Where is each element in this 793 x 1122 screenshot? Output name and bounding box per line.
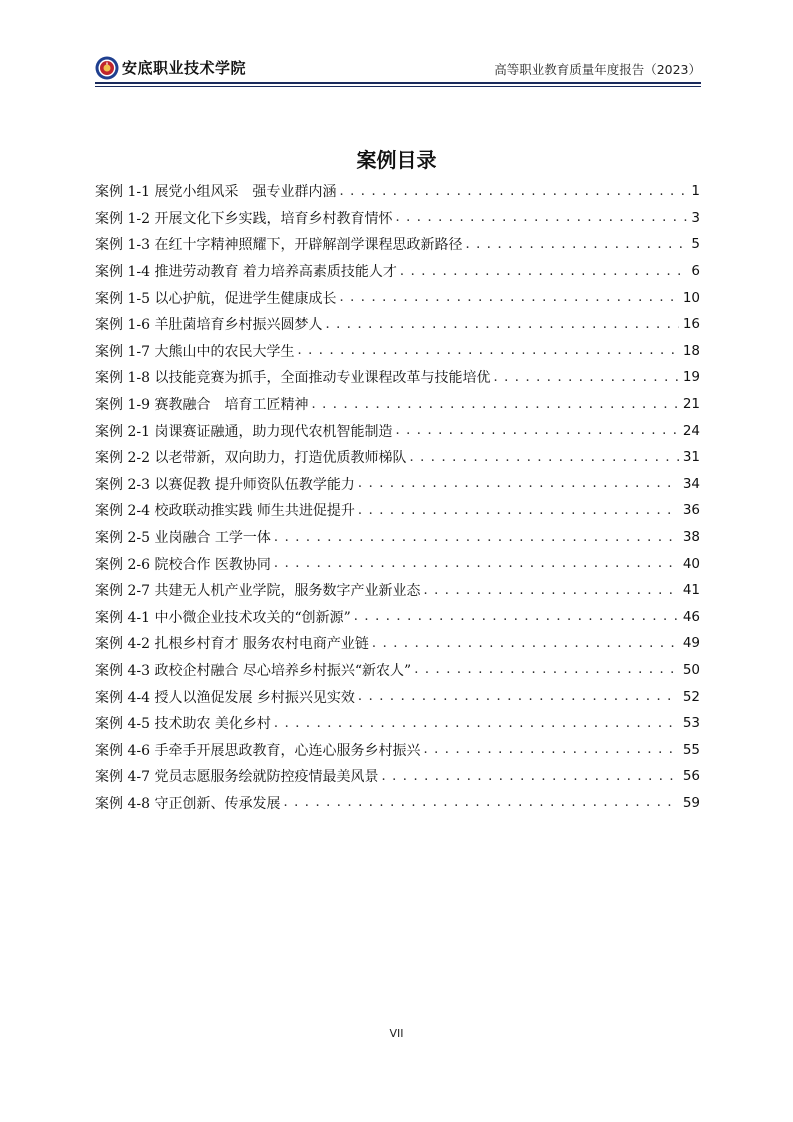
toc-leader-dots: [339, 184, 687, 199]
toc-entry-page: 40: [682, 555, 700, 572]
toc-entry-label: 案例 4-8 守正创新、传承发展: [95, 795, 281, 812]
toc-entry[interactable]: [95, 790, 700, 817]
toc-entry[interactable]: [95, 178, 700, 205]
toc-entry-page: 34: [682, 475, 700, 492]
toc-entry-page: 24: [682, 422, 700, 439]
toc-entry-label: 案例 4-4 授人以渔促发展 乡村振兴见实效: [95, 689, 355, 706]
toc-entry[interactable]: [95, 417, 700, 444]
toc-entry-page: 31: [682, 449, 700, 466]
toc-leader-dots: [283, 795, 678, 810]
toc-entry[interactable]: [95, 391, 700, 418]
toc-entry[interactable]: [95, 710, 700, 737]
toc-entry-label: 案例 2-1 岗课赛证融通，助力现代农机智能制造: [95, 423, 393, 440]
toc-leader-dots: [414, 662, 679, 677]
toc-entry[interactable]: [95, 471, 700, 498]
toc-leader-dots: [400, 264, 688, 279]
toc-leader-dots: [274, 530, 679, 545]
toc-entry[interactable]: [95, 736, 700, 763]
toc-entry[interactable]: [95, 683, 700, 710]
toc-entry-label: 案例 2-6 院校合作 医教协同: [95, 556, 271, 573]
toc-leader-dots: [358, 476, 679, 491]
toc-leader-dots: [354, 609, 679, 624]
toc-entry-page: 55: [682, 741, 700, 758]
toc-entry[interactable]: [95, 763, 700, 790]
toc-entry[interactable]: [95, 577, 700, 604]
toc-entry[interactable]: [95, 630, 700, 657]
header-rule-thin: [95, 86, 701, 87]
toc-entry-page: 16: [682, 316, 700, 333]
toc-title: 案例目录: [356, 148, 437, 172]
toc-leader-dots: [358, 689, 679, 704]
toc-entry-page: 6: [691, 263, 700, 280]
school-name: 安底职业技术学院: [122, 59, 247, 77]
toc-entry-page: 52: [682, 688, 700, 705]
toc-leader-dots: [423, 742, 678, 757]
toc-entry[interactable]: [95, 364, 700, 391]
toc-entry-page: 5: [691, 236, 700, 253]
toc-leader-dots: [423, 583, 678, 598]
toc-leader-dots: [493, 370, 678, 385]
toc-entry-label: 案例 1-8 以技能竞赛为抓手，全面推动专业课程改革与技能培优: [95, 370, 491, 387]
toc-leader-dots: [395, 210, 687, 225]
toc-entry-page: 49: [682, 635, 700, 652]
toc-entry-page: 50: [682, 661, 700, 678]
toc-entry[interactable]: [95, 311, 700, 338]
toc-entry-label: 案例 1-2 开展文化下乡实践，培育乡村教育情怀: [95, 210, 393, 227]
toc-leader-dots: [372, 636, 679, 651]
toc-entry-page: 53: [682, 715, 700, 732]
toc-entry[interactable]: [95, 444, 700, 471]
toc-entry-label: 案例 4-2 扎根乡村育才 服务农村电商产业链: [95, 636, 369, 653]
toc-entry[interactable]: [95, 550, 700, 577]
toc-leader-dots: [381, 769, 678, 784]
toc-entry-page: 38: [682, 529, 700, 546]
toc-entry[interactable]: [95, 205, 700, 232]
toc-entry-page: 59: [682, 794, 700, 811]
page-number: VII: [389, 1027, 404, 1040]
toc-entry[interactable]: [95, 657, 700, 684]
school-emblem-icon: [95, 56, 119, 80]
toc-leader-dots: [325, 317, 678, 332]
toc-entry[interactable]: [95, 258, 700, 285]
toc-leader-dots: [311, 397, 678, 412]
toc-leader-dots: [274, 716, 679, 731]
toc-entry-label: 案例 4-3 政校企村融合 尽心培养乡村振兴“新农人”: [95, 662, 412, 679]
toc-entry-label: 案例 1-1 展党小组风采 强专业群内涵: [95, 184, 337, 201]
toc-entry-label: 案例 1-7 大熊山中的农民大学生: [95, 343, 295, 360]
toc-entry-page: 56: [682, 768, 700, 785]
toc-entry-page: 18: [682, 342, 700, 359]
toc-leader-dots: [339, 290, 678, 305]
toc-entry-label: 案例 2-2 以老带新，双向助力，打造优质教师梯队: [95, 450, 407, 467]
toc-entry-label: 案例 1-4 推进劳动教育 着力培养高素质技能人才: [95, 264, 397, 281]
page-header: [95, 52, 701, 84]
toc-leader-dots: [274, 556, 679, 571]
toc-entry[interactable]: [95, 604, 700, 631]
toc-entry[interactable]: [95, 524, 700, 551]
toc-leader-dots: [297, 343, 678, 358]
toc-entry-label: 案例 2-4 校政联动推实践 师生共进促提升: [95, 503, 355, 520]
toc-entry[interactable]: [95, 338, 700, 365]
toc-entry-label: 案例 1-6 羊肚菌培育乡村振兴圆梦人: [95, 317, 323, 334]
table-of-contents: [95, 178, 700, 816]
toc-entry-label: 案例 4-7 党员志愿服务绘就防控疫情最美风景: [95, 769, 379, 786]
toc-entry[interactable]: [95, 497, 700, 524]
toc-entry[interactable]: [95, 284, 700, 311]
toc-leader-dots: [465, 237, 687, 252]
toc-entry-label: 案例 4-6 手牵手开展思政教育，心连心服务乡村振兴: [95, 742, 421, 759]
toc-entry-label: 案例 1-9 赛教融合 培育工匠精神: [95, 397, 309, 414]
toc-entry-label: 案例 4-5 技术助农 美化乡村: [95, 716, 271, 733]
toc-entry-label: 案例 2-3 以赛促教 提升师资队伍教学能力: [95, 476, 355, 493]
toc-leader-dots: [409, 450, 678, 465]
toc-entry-page: 46: [682, 608, 700, 625]
toc-entry-page: 41: [682, 582, 700, 599]
toc-entry-label: 案例 1-3 在红十字精神照耀下，开辟解剖学课程思政新路径: [95, 237, 463, 254]
toc-entry-page: 36: [682, 502, 700, 519]
toc-entry-page: 3: [691, 209, 700, 226]
toc-entry[interactable]: [95, 231, 700, 258]
toc-entry-label: 案例 4-1 中小微企业技术攻关的“创新源”: [95, 609, 351, 626]
toc-entry-page: 21: [682, 396, 700, 413]
report-title: 高等职业教育质量年度报告（2023）: [494, 62, 701, 77]
toc-entry-label: 案例 1-5 以心护航，促进学生健康成长: [95, 290, 337, 307]
toc-entry-page: 19: [682, 369, 700, 386]
toc-leader-dots: [395, 423, 678, 438]
toc-entry-label: 案例 2-7 共建无人机产业学院，服务数字产业新业态: [95, 583, 421, 600]
header-rule-thick: [95, 82, 701, 84]
toc-leader-dots: [358, 503, 679, 518]
toc-entry-label: 案例 2-5 业岗融合 工学一体: [95, 530, 271, 547]
toc-entry-page: 1: [691, 183, 700, 200]
toc-entry-page: 10: [682, 289, 700, 306]
